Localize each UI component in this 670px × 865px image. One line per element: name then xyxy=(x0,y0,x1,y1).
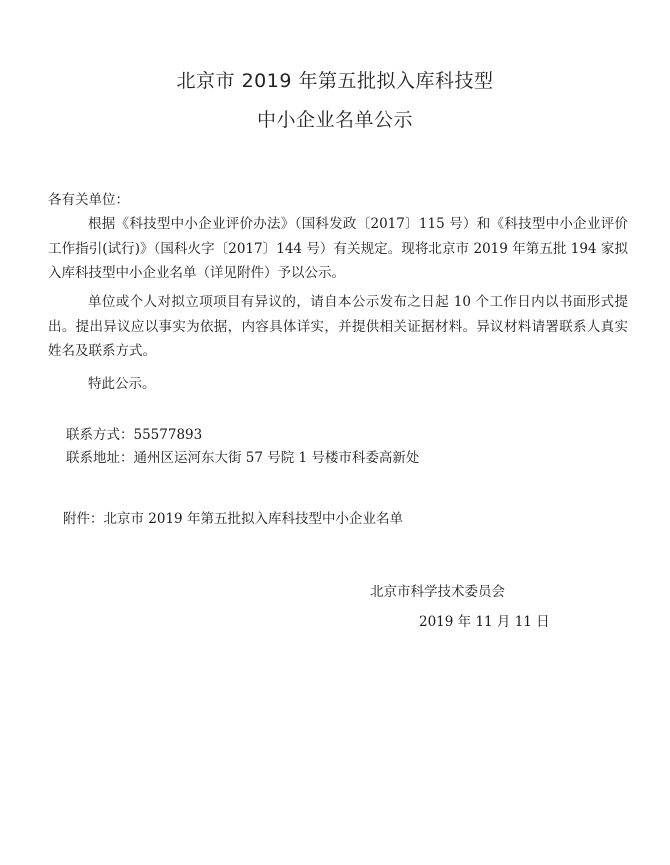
paragraph-basis: 根据《科技型中小企业评价办法》（国科发政〔2017〕115 号）和《科技型中小企业评价工作指引(试行)》（国科火字〔2017〕144 号）有关规定。现将北京市 2019 年第五批 194 家拟入库科技型中小企业名单（详见附件）予以公示。 xyxy=(48,216,628,281)
contact-phone: 联系方式：55577893 xyxy=(66,427,203,443)
issue-date: 2019 年 11 月 11 日 xyxy=(419,614,550,630)
contact-address: 联系地址：通州区运河东大街 57 号院 1 号楼市科委高新处 xyxy=(66,450,420,466)
closing-statement: 特此公示。 xyxy=(88,376,156,392)
salutation: 各有关单位： xyxy=(48,192,129,208)
document-title-line-1: 北京市 2019 年第五批拟入库科技型 xyxy=(176,70,494,92)
document-title-line-2: 中小企业名单公示 xyxy=(256,109,413,131)
issuer-signature: 北京市科学技术委员会 xyxy=(370,584,505,600)
attachment-note: 附件：北京市 2019 年第五批拟入库科技型中小企业名单 xyxy=(63,511,403,527)
paragraph-objection: 单位或个人对拟立项项目有异议的，请自本公示发布之日起 10 个工作日内以书面形式提出。提出异议应以事实为依据，内容具体详实，并提供相关证据材料。异议材料请署联系人真实姓名及联系方式。 xyxy=(48,294,628,359)
